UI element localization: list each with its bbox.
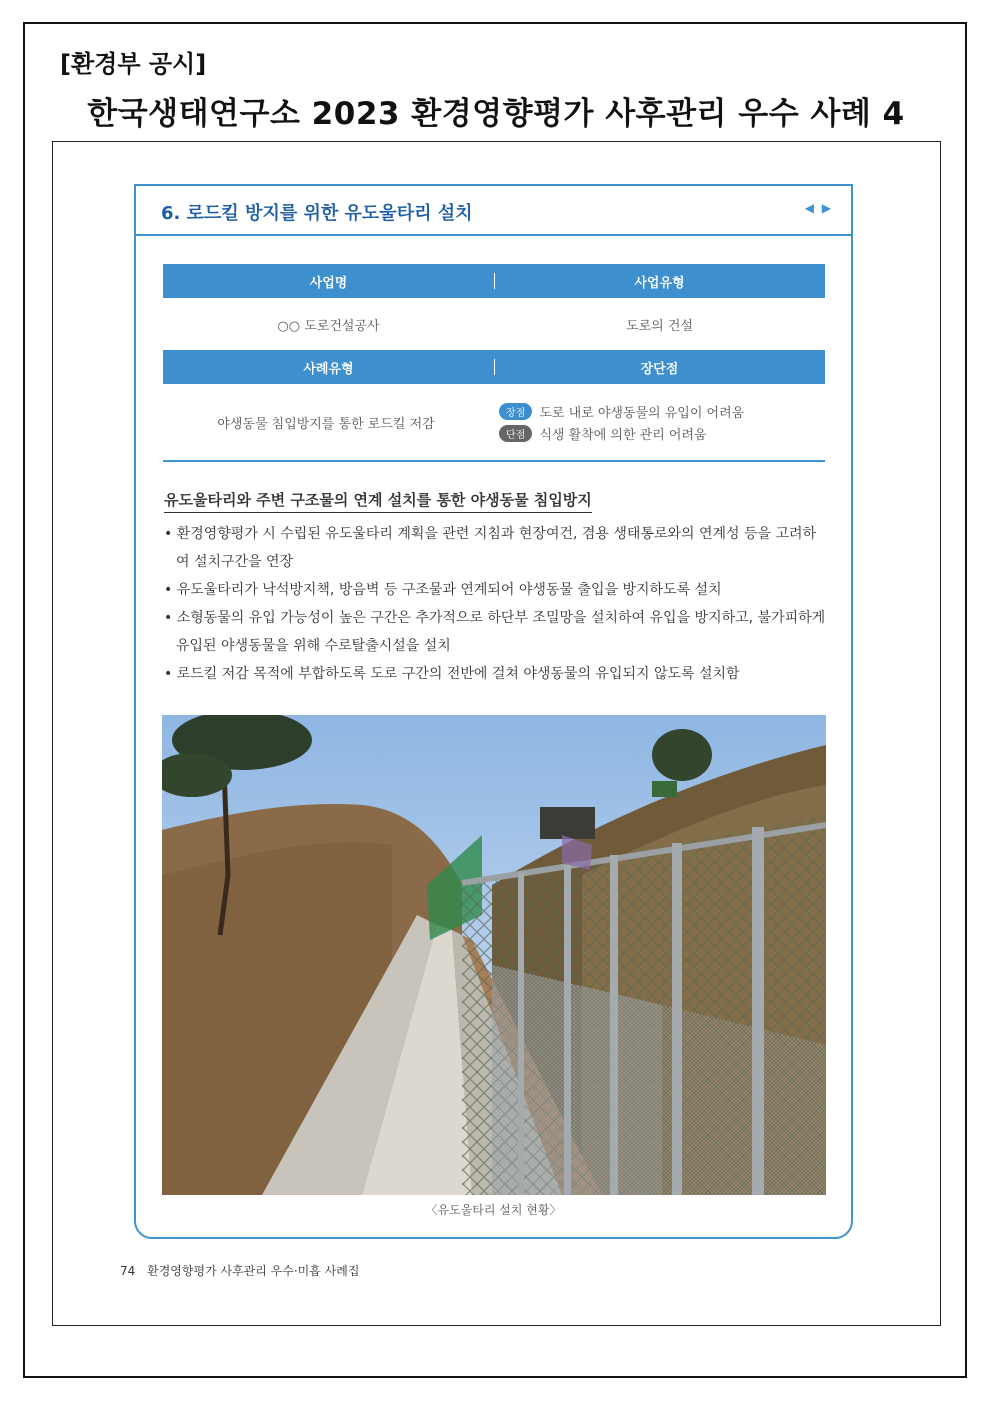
photo-caption: 〈유도울타리 설치 현황〉	[425, 1203, 562, 1217]
con-line	[499, 422, 825, 444]
list-item: • 로드킬 저감 목적에 부합하도록 도로 구간의 전반에 걸쳐 야생동물의 유입되지 않도록 설치함	[164, 666, 740, 682]
page-footer	[120, 1262, 359, 1279]
header-project-type: 사업유형	[634, 275, 685, 291]
table-header-row	[163, 350, 825, 384]
page-number: 74	[120, 1264, 136, 1278]
info-table	[163, 264, 825, 462]
case-card	[134, 184, 853, 1239]
cell-pros-cons	[489, 400, 825, 444]
main-title: 한국생태연구소 2023 환경영향평가 사후관리 우수 사례 4	[87, 96, 905, 132]
fence-photo	[162, 715, 826, 1195]
list-item: • 환경영향평가 시 수립된 유도울타리 계획을 관련 지침과 현장여건, 겸용 생태통로와의 연계성 등을 고려하여 설치구간을 연장	[164, 526, 817, 570]
book-title: 환경영향평가 사후관리 우수·미흡 사례집	[147, 1264, 360, 1278]
list-item: • 소형동물의 유입 가능성이 높은 구간은 추가적으로 하단부 조밀망을 설치하여 유입을 방지하고, 불가피하게 유입된 야생동물을 위해 수로탈출시설을 설치	[164, 610, 826, 654]
card-header	[136, 186, 851, 236]
pro-badge: 장점	[499, 403, 532, 420]
subheading: 유도울타리와 주변 구조물의 연계 설치를 통한 야생동물 침입방지	[164, 489, 592, 513]
con-text: 식생 활착에 의한 관리 어려움	[539, 427, 707, 443]
bullet-list	[164, 520, 828, 688]
table-header-row	[163, 264, 825, 298]
table-row	[163, 384, 825, 462]
list-item: • 유도울타리가 낙석방지책, 방음벽 등 구조물과 연계되어 야생동물 출입을 방지하도록 설치	[164, 582, 722, 598]
header-divider	[494, 359, 495, 375]
cell-project-type: 도로의 건설	[626, 318, 693, 334]
header-pros-cons: 장단점	[640, 361, 679, 377]
con-badge: 단점	[499, 425, 532, 442]
table-row	[163, 298, 825, 350]
header-case-type: 사례유형	[303, 361, 354, 377]
header-project-name: 사업명	[309, 275, 348, 291]
pro-text: 도로 내로 야생동물의 유입이 어려움	[539, 405, 745, 421]
nav-arrows-icon: ◀ ▶	[804, 201, 833, 215]
section-title: 6. 로드킬 방지를 위한 유도울타리 설치	[161, 203, 473, 224]
cell-case-type: 야생동물 침입방지를 통한 로드킬 저감	[217, 416, 435, 432]
pro-line	[499, 400, 825, 422]
cell-project-name: ○○ 도로건설공사	[277, 318, 380, 334]
notice-label: [환경부 공시]	[60, 50, 207, 78]
header-divider	[494, 273, 495, 289]
